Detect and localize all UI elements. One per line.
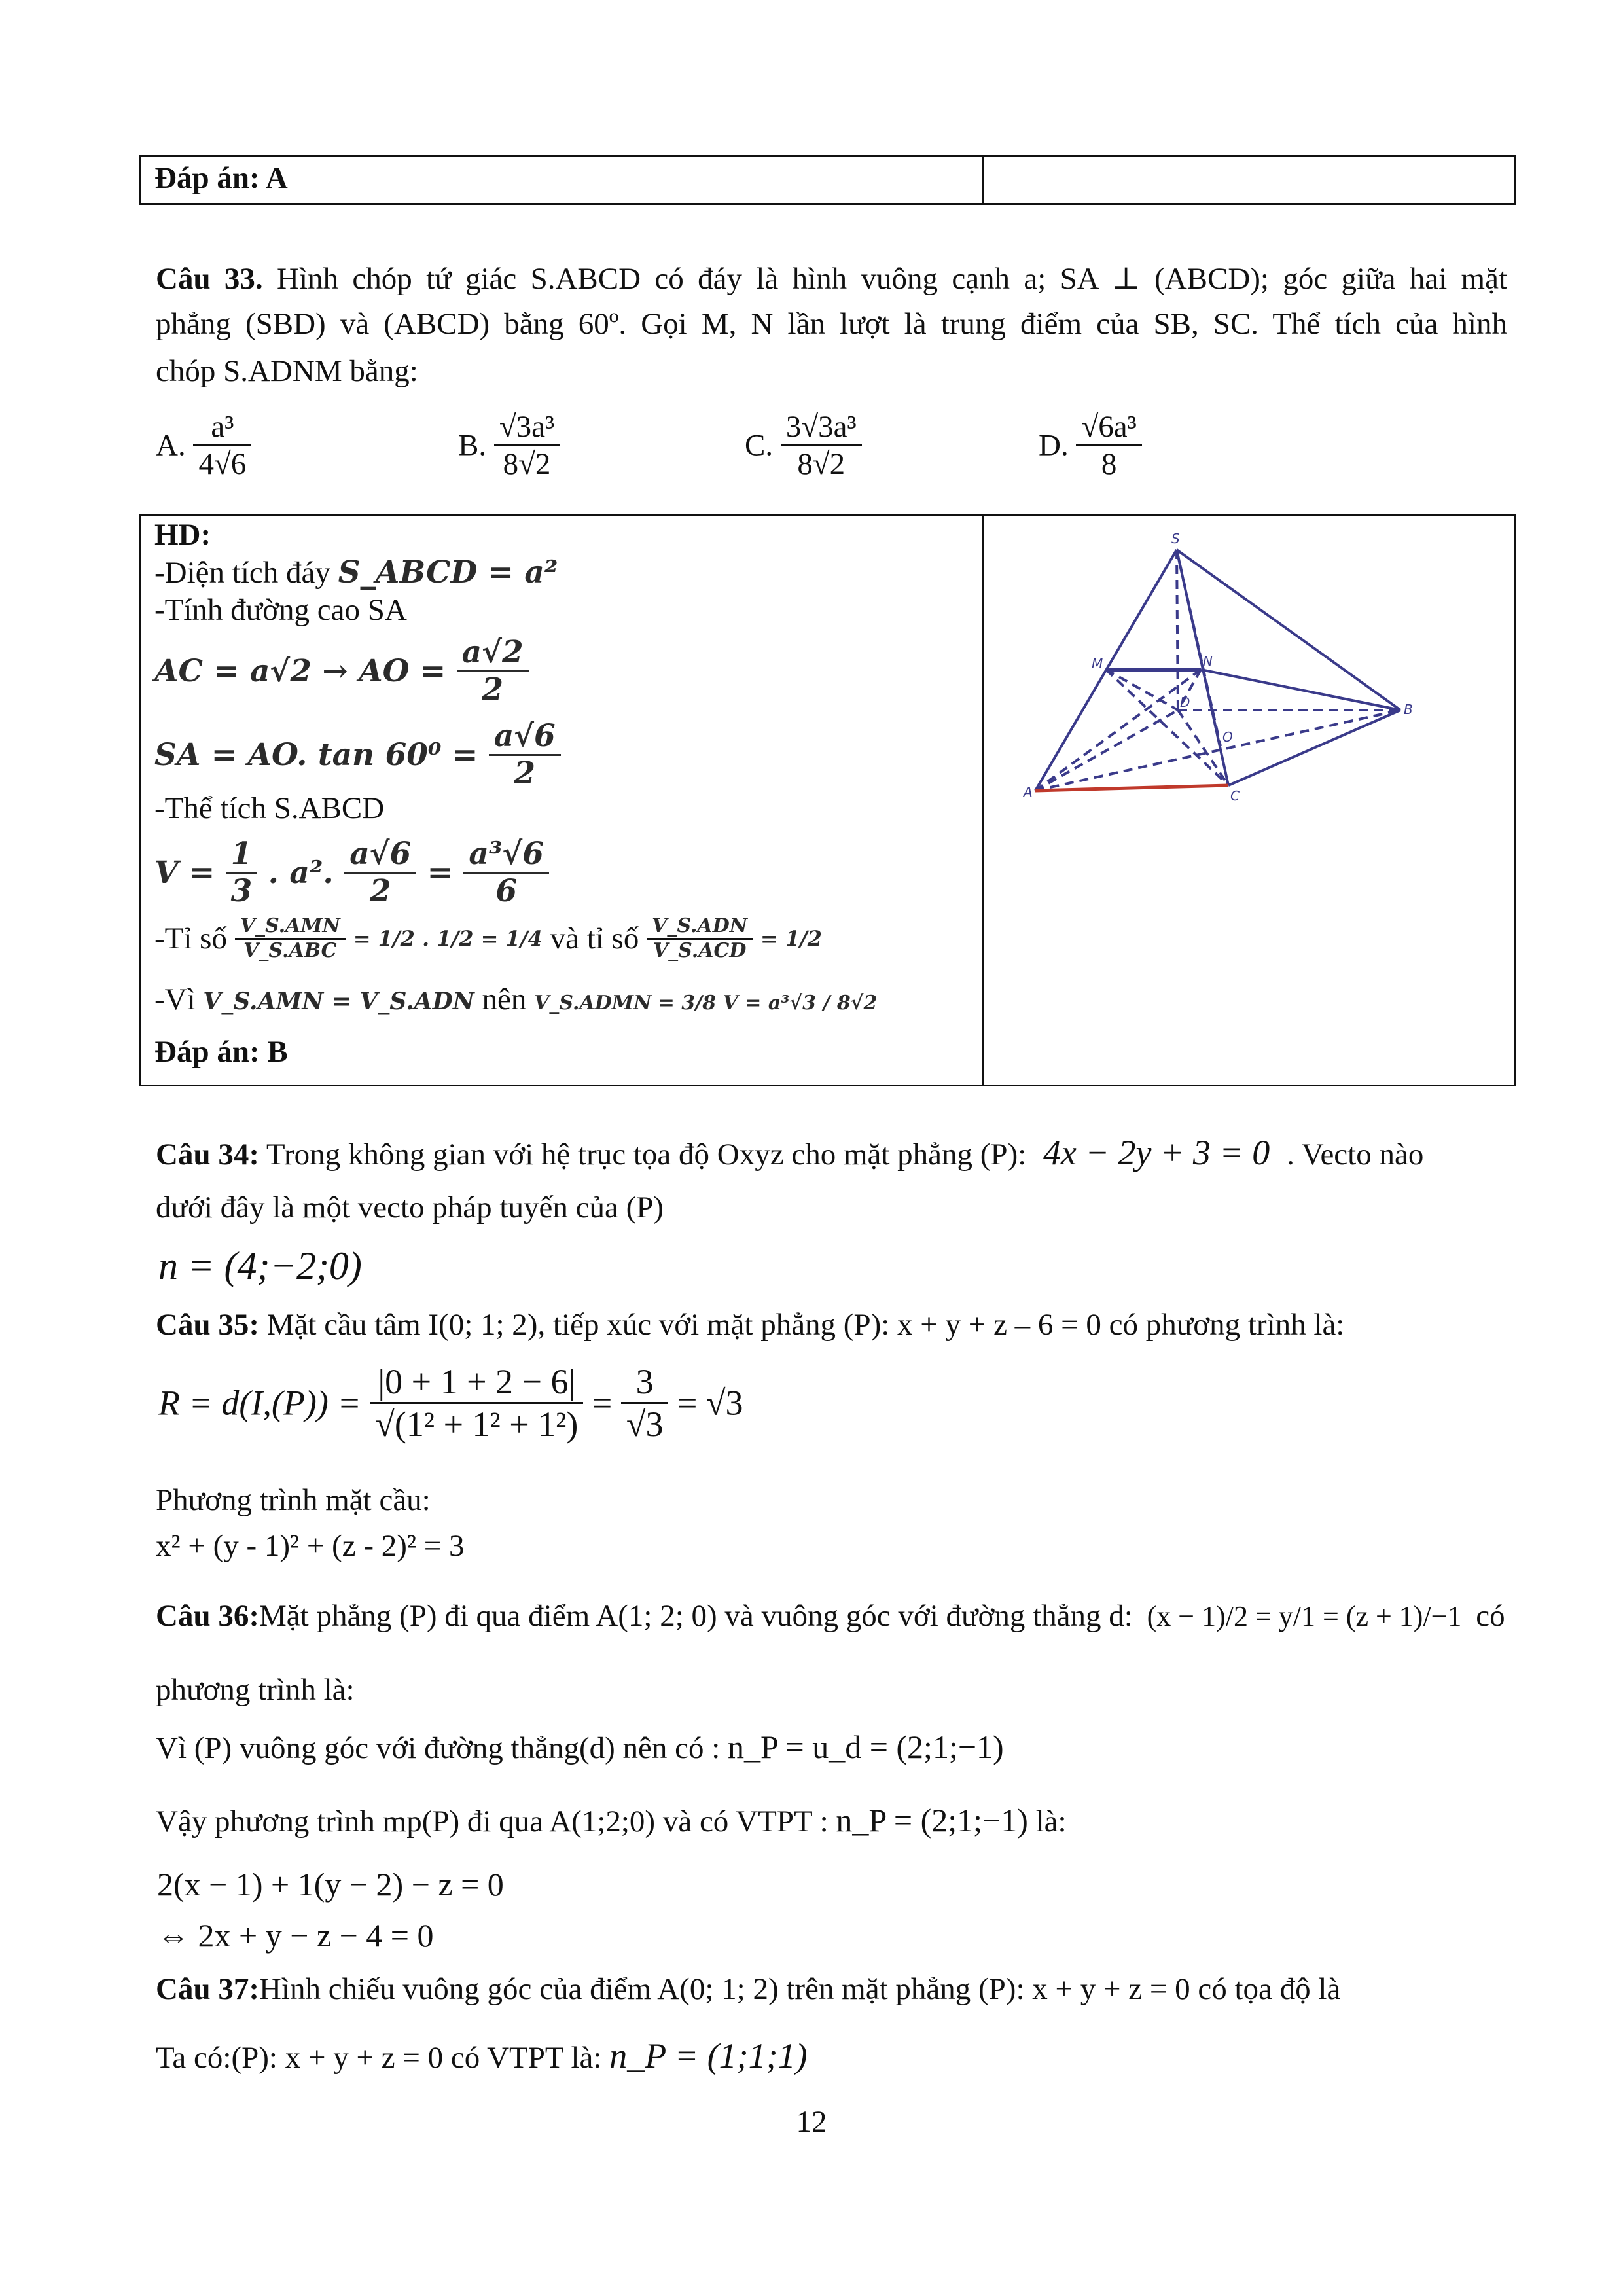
q36-text1b: có: [1476, 1599, 1505, 1633]
hd-sa-den: 2: [514, 755, 536, 792]
q37-l2-text: Ta có:(P): x + y + z = 0 có VTPT là:: [156, 2041, 602, 2075]
q35-radius-formula: [158, 1361, 743, 1444]
hd-sa-formula: [154, 719, 561, 791]
option-c-den: 8√2: [797, 447, 846, 482]
q36-line3: [156, 1728, 1004, 1766]
edge-an: [1035, 670, 1201, 791]
q34-answer: n = (4;−2;0): [158, 1244, 362, 1287]
hd-v-eq: =: [427, 855, 453, 891]
q36-l3-text: Vì (P) vuông góc với đường thẳng(d) nên có :: [156, 1731, 721, 1765]
option-d-den: 8: [1101, 447, 1117, 482]
q36-l4-text: Vậy phương trình mp(P) đi qua A(1;2;0) và có VTPT :: [156, 1804, 829, 1839]
edge-cb: [1228, 710, 1400, 785]
hd-ratio1-den: V_S.ABC: [243, 939, 337, 962]
hd-answer: Đáp án: B: [154, 1035, 288, 1069]
q36-l4-math: n_P = (2;1;−1): [836, 1802, 1028, 1839]
q36-l4b-text: là:: [1035, 1804, 1067, 1839]
hd-volume-formula: [154, 836, 549, 909]
q37-l2-math: n_P = (1;1;1): [609, 2036, 808, 2075]
hd-nen-math: V_S.ADMN = 3/8 V = a³√3 / 8√2: [534, 992, 878, 1014]
hd-v-frac2: [344, 836, 416, 909]
hd-line5: -Thể tích S.ABCD: [154, 791, 385, 825]
edge-ad: [1035, 710, 1178, 791]
hd-ratio2-num: V_S.ADN: [647, 915, 753, 940]
hd-l1-math: S_ABCD = a²: [338, 554, 558, 590]
q37-line1: [156, 1971, 1340, 2007]
hd-ratio2-frac: [647, 915, 753, 962]
hd-ac-den: 2: [482, 672, 504, 708]
q33-option-d: [1039, 409, 1142, 482]
hd-l1-text: -Diện tích đáy: [154, 556, 330, 590]
hd-ratio1-num: V_S.AMN: [235, 915, 346, 940]
hd-v-lhs: V =: [154, 855, 215, 891]
page-number: 12: [796, 2105, 827, 2139]
label-d: D: [1180, 694, 1190, 710]
option-b-den: 8√2: [503, 447, 551, 482]
hd-ac-lhs: AC = a√2 → AO =: [154, 653, 446, 690]
label-n: N: [1203, 653, 1213, 669]
q35-pt-label: Phương trình mặt cầu:: [156, 1483, 431, 1517]
answer-a-text: Đáp án: A: [154, 161, 288, 195]
hd-line1: [154, 554, 558, 590]
option-b-fraction: [494, 409, 560, 482]
hd-v-f1-num: 1: [226, 836, 258, 874]
hd-v-frac1: [226, 836, 258, 909]
hd-line2: -Tính đường cao SA: [154, 593, 407, 627]
hd-v-f3-num: a³√6: [463, 836, 549, 874]
q35-r2-num: 3: [621, 1361, 669, 1404]
label-c: C: [1230, 788, 1240, 804]
hd-v-mid: . a².: [268, 855, 334, 891]
q35-r-den: √(1² + 1² + 1²): [375, 1405, 579, 1444]
q36-line4: [156, 1801, 1067, 1839]
q33-option-c: [745, 409, 862, 482]
q33-option-b: [458, 409, 560, 482]
hd-ratio-text1: -Tỉ số: [154, 922, 227, 956]
option-d-num: √6a³: [1076, 409, 1141, 446]
hd-v-frac3: [463, 836, 549, 909]
label-m: M: [1092, 656, 1103, 672]
hd-v-f2-num: a√6: [344, 836, 416, 874]
hd-sa-fraction: [489, 719, 561, 791]
q36-l3-math: n_P = u_d = (2;1;−1): [728, 1729, 1004, 1765]
hd-vi-math: V_S.AMN = V_S.ADN: [203, 988, 474, 1015]
option-c-num: 3√3a³: [781, 409, 862, 446]
label-o: O: [1222, 729, 1233, 745]
q33-line3: chóp S.ADNM bằng:: [156, 354, 418, 388]
q35-r-num: |0 + 1 + 2 − 6|: [370, 1361, 583, 1404]
q34-label: Câu 34:: [156, 1138, 259, 1172]
hd-ratio2-den: V_S.ACD: [652, 939, 747, 962]
hd-nen-text: nên: [482, 982, 527, 1016]
q34-line1: [156, 1132, 1507, 1173]
hd-ratio1-eq: = 1/2 . 1/2 = 1/4: [353, 926, 543, 951]
q37-label: Câu 37:: [156, 1972, 259, 2006]
q35-line1: [156, 1307, 1344, 1342]
option-a-fraction: [193, 409, 251, 482]
hd-ratio-line: [154, 915, 822, 962]
q33-line2: phẳng (SBD) và (ABCD) bằng 60º. Gọi M, N lần lượt là trung điểm của SB, SC. Thể tích của hình: [156, 307, 1507, 341]
hd-v-f2-den: 2: [369, 873, 391, 910]
q36-text1: Mặt phẳng (P) đi qua điểm A(1; 2; 0) và vuông góc với đường thẳng d:: [259, 1599, 1133, 1633]
q34-line2: dưới đây là một vecto pháp tuyến của (P): [156, 1191, 664, 1225]
hd-ac-num: a√2: [457, 635, 529, 672]
q33-label: Câu 33.: [156, 262, 263, 296]
q35-pt-equation: x² + (y - 1)² + (z - 2)² = 3: [156, 1529, 465, 1563]
q35-r-frac: [370, 1361, 583, 1444]
edge-mc: [1106, 670, 1228, 785]
hd-ratio2-eq: = 1/2: [760, 926, 823, 951]
q34-text1: Trong không gian với hệ trục tọa độ Oxyz cho mặt phẳng (P):: [266, 1138, 1027, 1172]
q34-equation: 4x − 2y + 3 = 0: [1043, 1133, 1270, 1172]
hd-sa-lhs: SA = AO. tan 60⁰ =: [154, 737, 478, 774]
label-b: B: [1404, 702, 1413, 717]
option-a-num: a³: [193, 409, 251, 446]
q35-r2-den: √3: [626, 1405, 664, 1444]
hd-vi-line: [154, 982, 877, 1017]
q35-r2-frac: [621, 1361, 669, 1444]
q37-text: Hình chiếu vuông góc của điểm A(0; 1; 2) trên mặt phẳng (P): x + y + z = 0 có tọa độ là: [259, 1972, 1341, 2006]
hd-title: HD:: [154, 518, 211, 552]
option-d-label: D.: [1039, 428, 1069, 463]
q34-text1b: . Vecto nào: [1287, 1138, 1424, 1172]
q36-label: Câu 36:: [156, 1599, 259, 1633]
q33-option-a: [156, 409, 251, 482]
q33-line1: [156, 260, 1507, 296]
q36-equation2: ⇔ 2x + y − z − 4 = 0: [157, 1917, 434, 1954]
option-a-label: A.: [156, 428, 186, 463]
hd-ac-formula: [154, 635, 529, 708]
option-c-fraction: [781, 409, 862, 482]
q33-text1: Hình chóp tứ giác S.ABCD có đáy là hình vuông cạnh a; SA ⊥ (ABCD); góc giữa hai mặt: [277, 262, 1508, 296]
option-b-label: B.: [458, 428, 487, 463]
edge-ac: [1035, 785, 1228, 791]
hd-ratio-text2: và tỉ số: [550, 922, 639, 956]
answer-table-right-cell: [982, 155, 1516, 205]
edge-sd: [1177, 550, 1178, 710]
option-d-fraction: [1076, 409, 1141, 482]
q35-r-lhs: R = d(I,(P)) =: [158, 1383, 361, 1423]
q36-line2: phương trình là:: [156, 1673, 355, 1707]
q35-r-result: = √3: [677, 1383, 743, 1423]
q35-text: Mặt cầu tâm I(0; 1; 2), tiếp xúc với mặt phẳng (P): x + y + z – 6 = 0 có phương trình là:: [266, 1308, 1345, 1342]
option-c-label: C.: [745, 428, 774, 463]
hd-ac-fraction: [457, 635, 529, 708]
hd-vi-text: -Vì: [154, 982, 196, 1016]
q35-label: Câu 35:: [156, 1308, 259, 1342]
q35-r-eq: =: [592, 1383, 613, 1423]
hd-sa-num: a√6: [489, 719, 561, 756]
option-b-num: √3a³: [494, 409, 560, 446]
label-a: A: [1024, 784, 1033, 800]
hd-v-f1-den: 3: [230, 873, 253, 910]
q36-equation1: 2(x − 1) + 1(y − 2) − z = 0: [157, 1866, 504, 1903]
q36-line1: [156, 1598, 1507, 1634]
hd-ratio1-frac: [235, 915, 346, 962]
pyramid-figure: [982, 514, 1516, 1086]
q37-line2: [156, 2036, 808, 2076]
hd-v-f3-den: 6: [495, 873, 518, 910]
q36-line-equation: (x − 1)/2 = y/1 = (z + 1)/−1: [1147, 1600, 1462, 1632]
label-s: S: [1171, 531, 1180, 547]
option-a-den: 4√6: [198, 447, 247, 482]
